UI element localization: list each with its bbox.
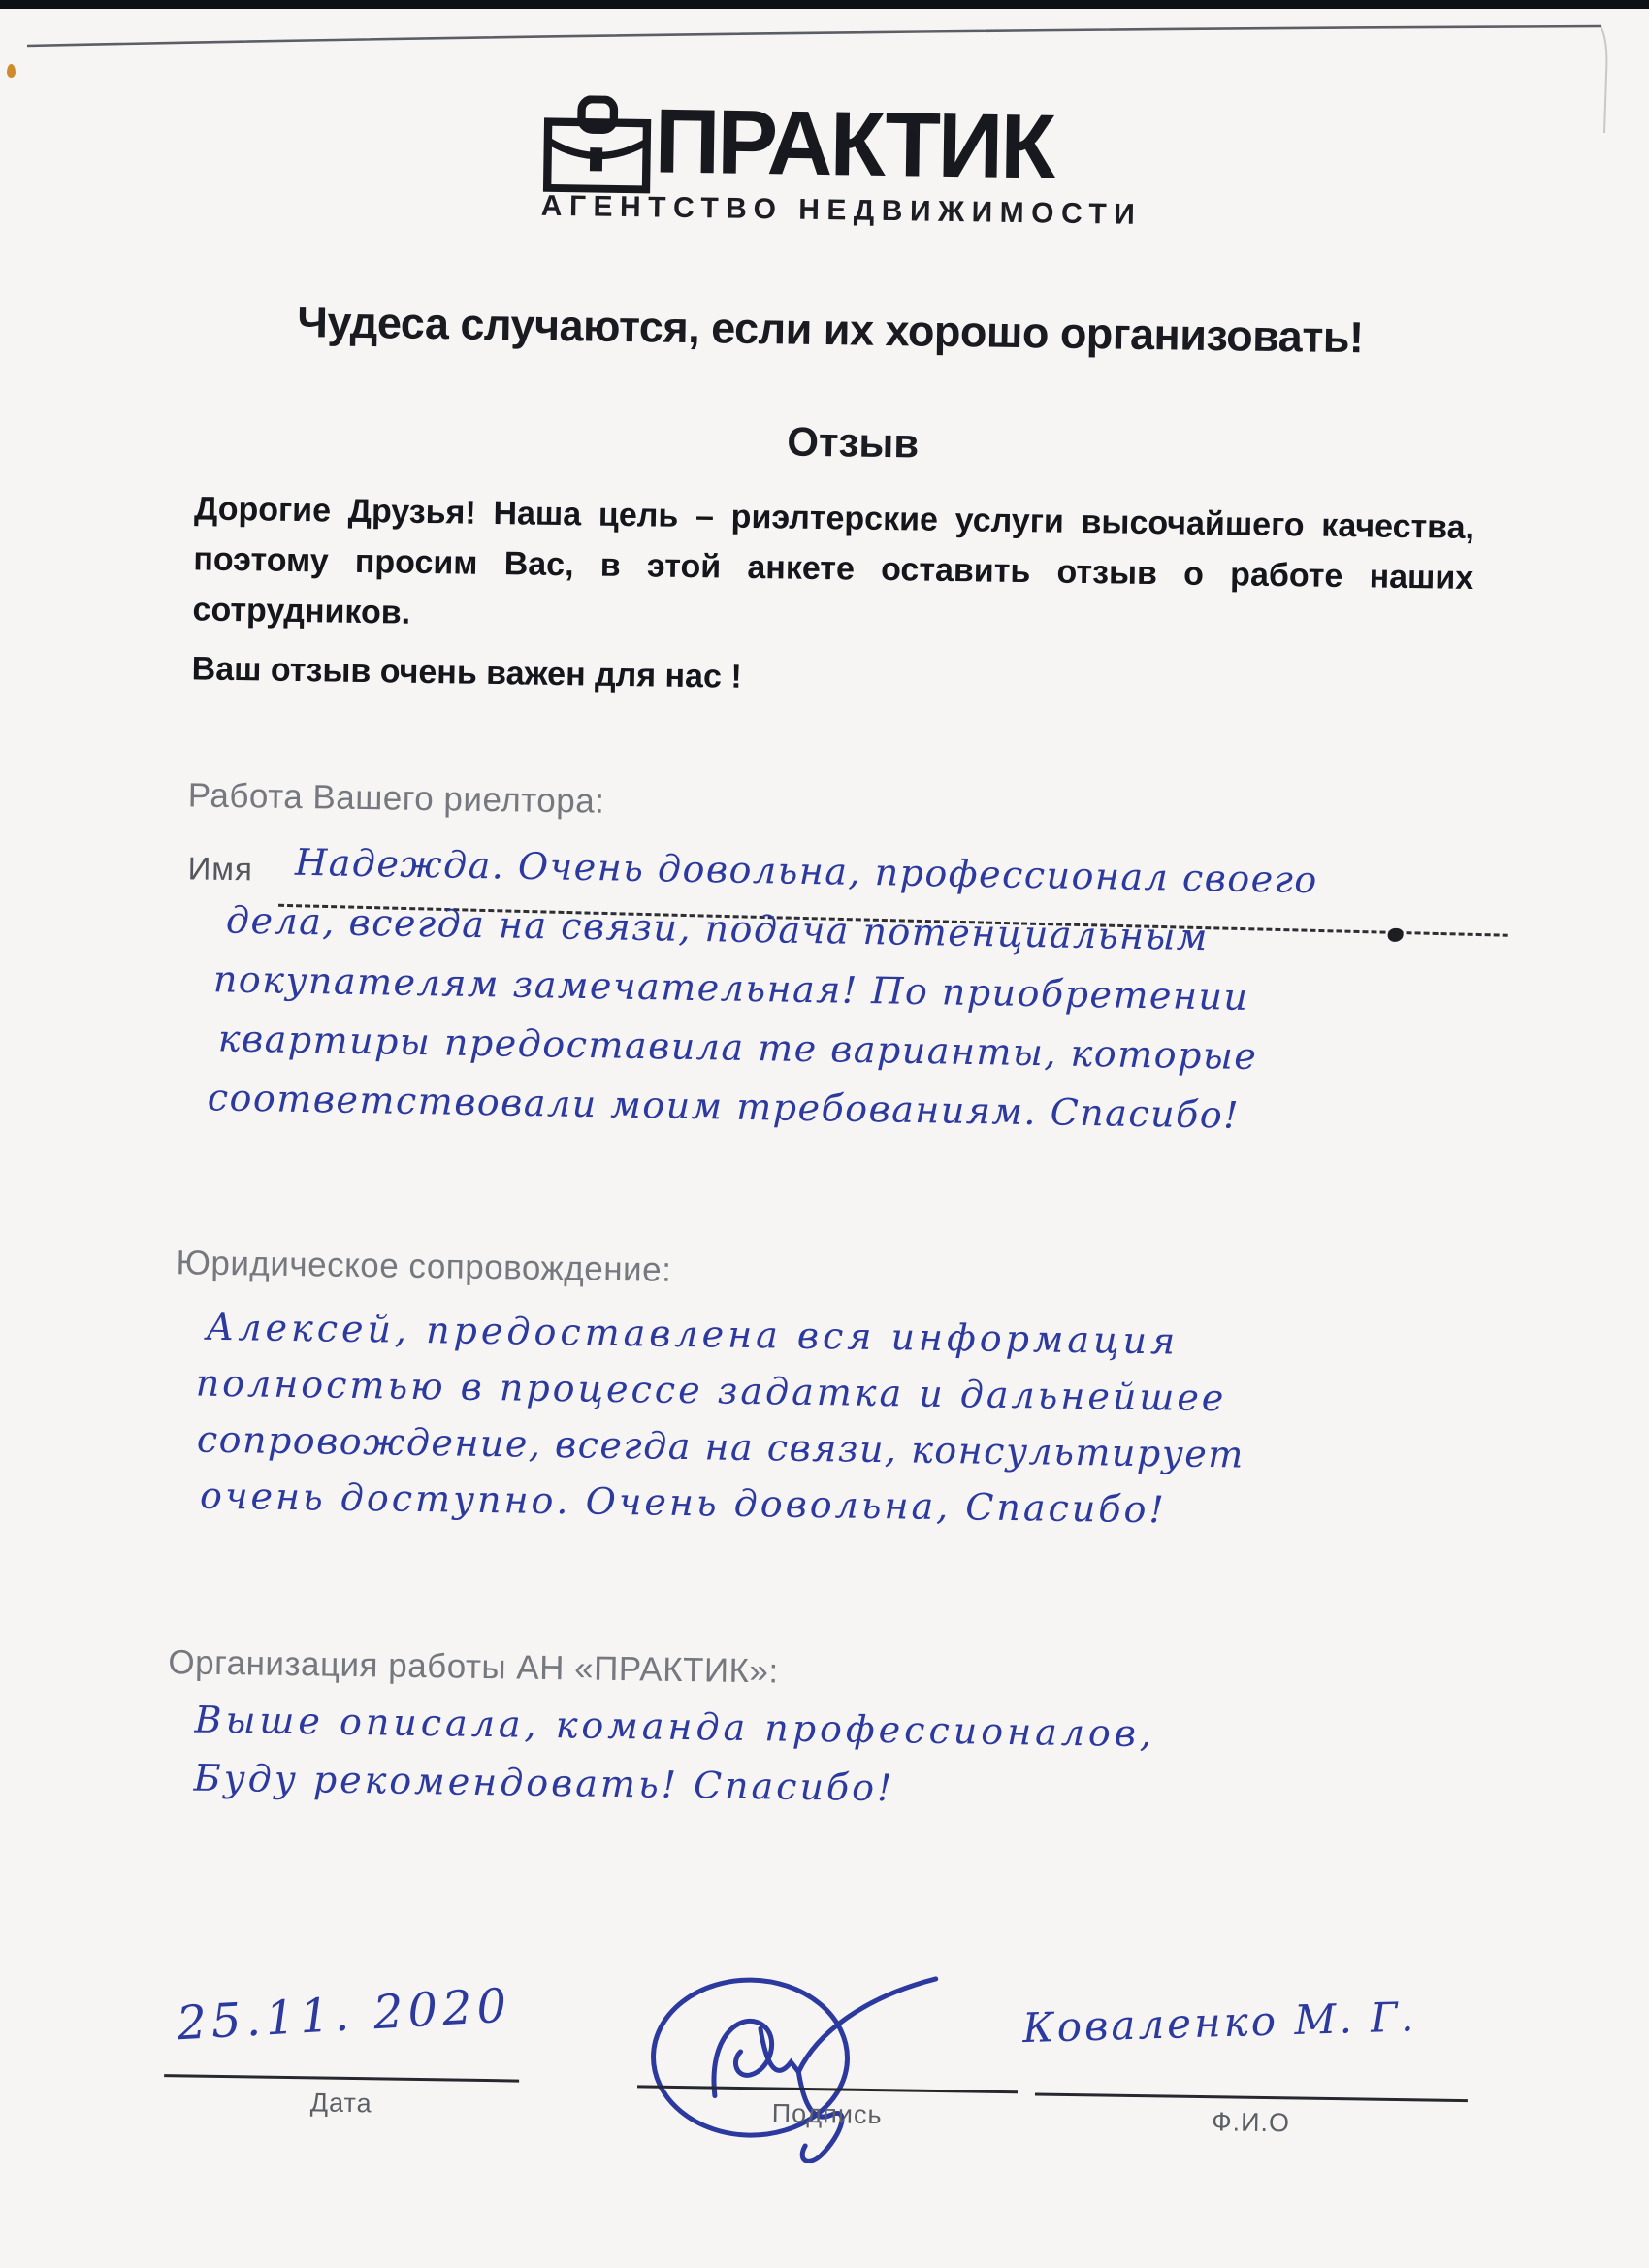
handwriting-line: очень доступно. Очень довольна, Спасибо! (199, 1474, 1167, 1532)
section-label-agency: Организация работы АН «ПРАКТИК»: (168, 1643, 779, 1691)
date-line (164, 2074, 519, 2082)
handwriting-line: соответствовали моим требованиям. Спасибо! (207, 1076, 1241, 1137)
form-title: Отзыв (786, 418, 920, 467)
handwriting-line: квартиры предоставила те варианты, которые (217, 1017, 1258, 1079)
signature-scribble (613, 1966, 1033, 2166)
handwritten-review-legal (190, 1299, 1246, 1539)
handwriting-line: Надежда. Очень довольна, профессионал своего (294, 840, 1319, 902)
headline: Чудеса случаются, если их хорошо организовать! (296, 296, 1364, 363)
handwriting-line: покупателям замечательная! По приобретении (212, 957, 1249, 1019)
fio-line (1035, 2092, 1468, 2102)
handwritten-date: 25.11. 2020 (175, 1978, 513, 2052)
intro-paragraph: Дорогие Друзья! Наша цель – риэлтерские услуги высочайшего качества, поэтому просим Вас, в этой анкете оставить отзыв о работе наших сотрудников. (192, 490, 1475, 632)
handwritten-review-realtor (205, 831, 1318, 1147)
handwriting-line: дела, всегда на связи, подача потенциальным (225, 898, 1210, 959)
section-label-legal: Юридическое сопровождение: (176, 1244, 672, 1289)
fio-caption: Ф.И.О (1211, 2107, 1291, 2138)
handwriting-line: полностью в процессе задатка и дальнейшее (195, 1361, 1227, 1420)
importance-note: Ваш отзыв очень важен для нас ! (191, 650, 742, 696)
handwritten-review-agency (193, 1691, 1155, 1822)
section-label-realtor: Работа Вашего риелтора: (187, 776, 605, 821)
handwriting-line: Выше описала, команда профессионалов, (194, 1698, 1156, 1756)
ink-blob (1387, 928, 1403, 942)
brand-name: ПРАКТИК (654, 89, 1054, 198)
briefcase-icon (537, 95, 657, 194)
signature-caption: Подпись (771, 2098, 883, 2130)
handwriting-line: сопровождение, всегда на связи, консультирует (196, 1417, 1245, 1476)
date-caption: Дата (309, 2088, 372, 2119)
handwritten-fio: Коваленко М. Г. (1021, 1993, 1417, 2053)
name-field-label: Имя (187, 850, 254, 888)
handwriting-line: Алексей, предоставлена вся информация (206, 1305, 1180, 1363)
brand-subtitle: АГЕНТСТВО НЕДВИЖИМОСТИ (540, 189, 1143, 231)
handwriting-line: Буду рекомендовать! Спасибо! (193, 1756, 895, 1810)
